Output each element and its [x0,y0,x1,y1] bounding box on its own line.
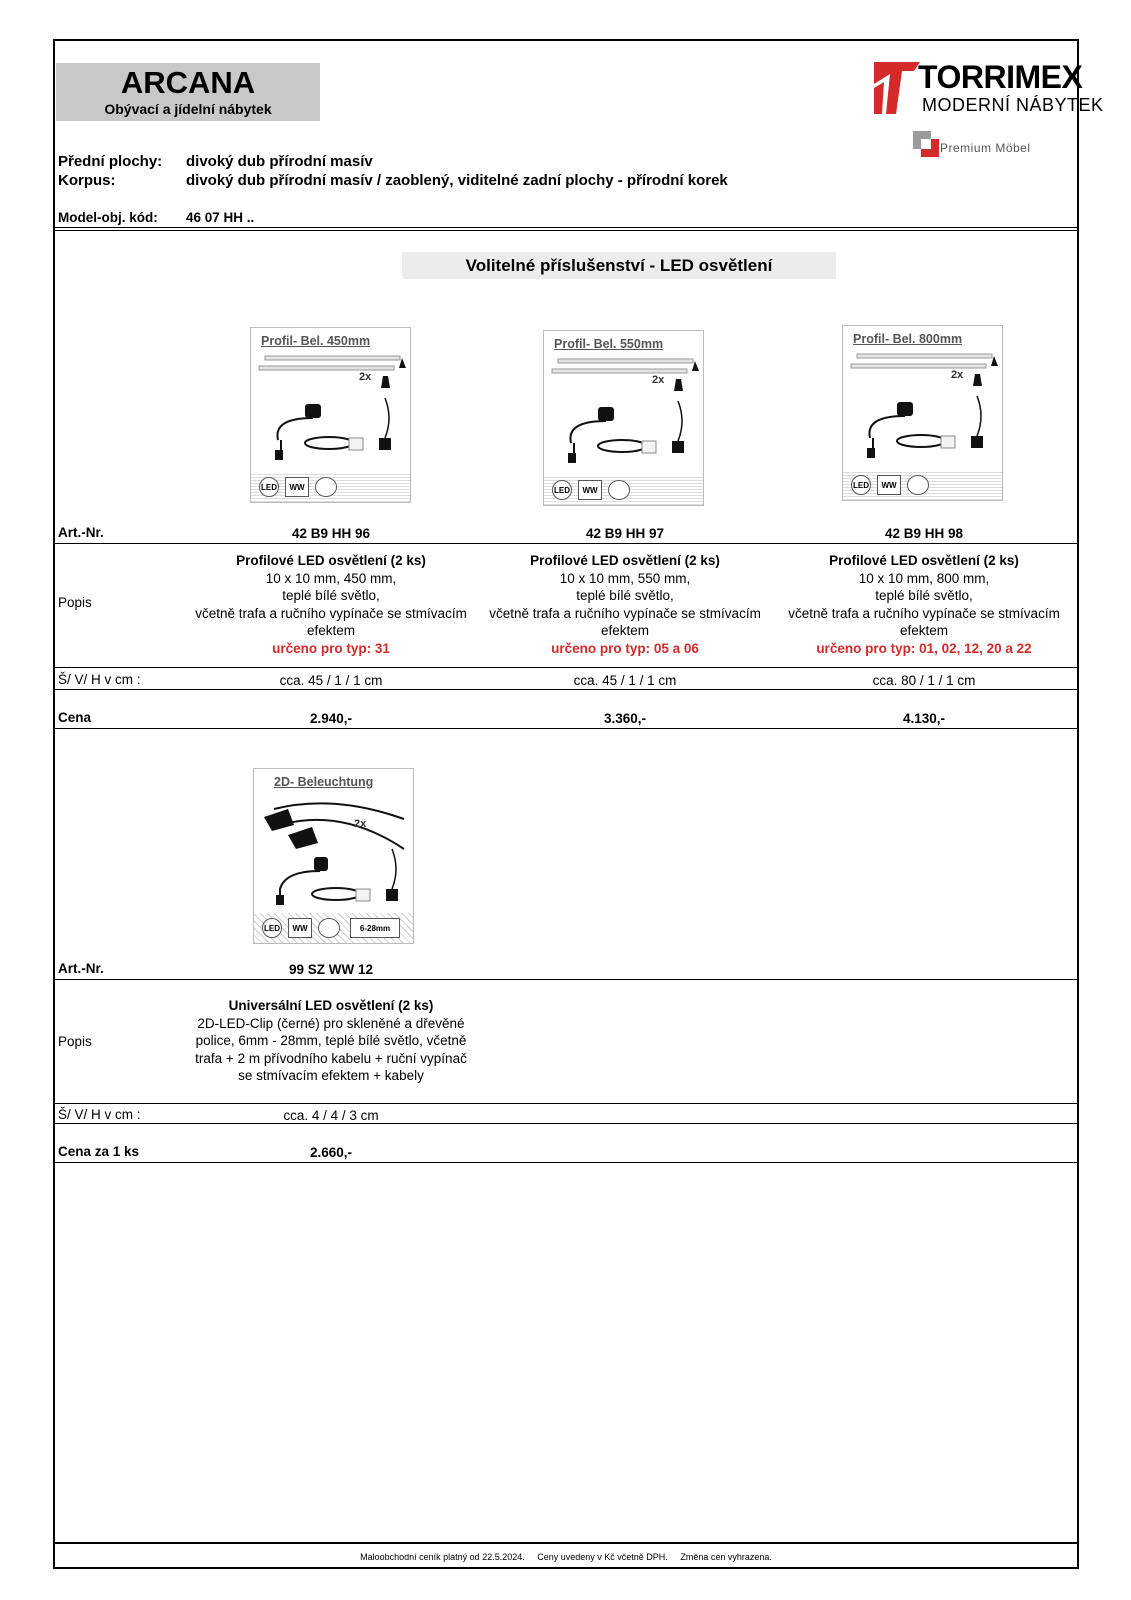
led-bulb-icon: LED [262,918,282,938]
range-icon: 6-28mm [350,918,400,938]
popis-label: Popis [58,595,92,610]
art-nr-label-2d: Art.-Nr. [58,961,104,976]
dims-2d: cca. 4 / 4 / 3 cm [283,1108,379,1123]
dims-3: cca. 80 / 1 / 1 cm [872,673,976,688]
page-subtitle: Obývací a jídelní nábytek [104,101,272,117]
art-nr-2: 42 B9 HH 97 [585,526,665,541]
price-label: Cena [58,710,92,725]
title-box [56,63,320,121]
product-image-2: Profil- Bel. 550mm 2x LED WW [543,330,704,506]
led-clip-kit-drawing [254,769,415,919]
divider [53,1542,1079,1544]
dims-2: cca. 45 / 1 / 1 cm [573,673,677,688]
price-3: 4.130,- [902,711,946,726]
description-3: Profilové LED osvětlení (2 ks) 10 x 10 mm, 800 mm, teplé bílé světlo, včetně trafa a ručního vypínače se stmívacím efektem určeno pro typ: 01, 02, 12, 20 a 22 [779,552,1069,657]
dimmer-icon [318,918,340,938]
model-value: 46 07 HH .. [186,210,255,225]
premium-text: Premium Möbel [940,141,1031,155]
section-title: Volitelné příslušenství - LED osvětlení [402,252,836,279]
divider [53,728,1079,729]
product-image-2d: 2D- Beleuchtung 2x LED WW 6-28mm [253,768,414,944]
divider [53,1123,1079,1124]
front-label: Přední plochy: [58,153,163,170]
description-2: Profilové LED osvětlení (2 ks) 10 x 10 mm, 550 mm, teplé bílé světlo, včetně trafa a ručního vypínače se stmívacím efektem určeno pro typ: 05 a 06 [480,552,770,657]
art-nr-2d: 99 SZ WW 12 [288,962,374,977]
price-per-piece-label: Cena za 1 ks [58,1144,140,1159]
svg-text:2x: 2x [951,369,964,381]
svg-text:2x: 2x [359,371,372,383]
logo-text: TORRIMEX [918,59,1083,95]
model-label: Model-obj. kód: [58,210,158,225]
divider [53,230,1079,231]
body-value: divoký dub přírodní masív / zaoblený, viditelné zadní plochy - přírodní korek [186,172,728,189]
logo-subtitle: MODERNÍ NÁBYTEK [922,95,1104,115]
led-kit-drawing [843,326,1004,476]
page-title: ARCANA [120,65,256,100]
divider [53,1162,1079,1163]
description-2d: Universální LED osvětlení (2 ks) 2D-LED-Clip (černé) pro skleněné a dřevěné police, 6mm - 28mm, teplé bílé světlo, včetně trafa + 2 m přívodního kabelu + ruční vypínač se stmívacím efektem + kabely [195,998,467,1083]
art-nr-label: Art.-Nr. [58,525,104,540]
led-kit-drawing [251,328,412,478]
svg-text:2x: 2x [354,818,367,830]
product-image-1: Profil- Bel. 450mm 2x LED WW [250,327,411,503]
led-kit-drawing [544,331,705,481]
warm-white-icon: WW [578,480,602,500]
price-1: 2.940,- [309,711,353,726]
divider [53,667,1079,668]
led-bulb-icon: LED [259,477,279,497]
svg-text:2x: 2x [652,374,665,386]
type-note: určeno pro typ: 05 a 06 [551,640,699,656]
body-label: Korpus: [58,172,116,189]
type-note: určeno pro typ: 01, 02, 12, 20 a 22 [816,640,1032,656]
art-nr-1: 42 B9 HH 96 [291,526,371,541]
dimmer-icon [608,480,630,500]
divider [53,1103,1079,1104]
dimmer-icon [907,475,929,495]
led-bulb-icon: LED [851,475,871,495]
description-1: Profilové LED osvětlení (2 ks) 10 x 10 mm, 450 mm, teplé bílé světlo, včetně trafa a ručního vypínače se stmívacím efektem určeno pro typ: 31 [186,552,476,657]
led-bulb-icon: LED [552,480,572,500]
type-note: určeno pro typ: 31 [272,640,390,656]
price-2: 3.360,- [603,711,647,726]
divider [53,227,1079,228]
art-nr-3: 42 B9 HH 98 [884,526,964,541]
dims-label-2d: Š/ V/ H v cm : [58,1107,141,1122]
warm-white-icon: WW [285,477,309,497]
dims-1: cca. 45 / 1 / 1 cm [279,673,383,688]
divider [53,543,1079,544]
divider [53,979,1079,980]
price-2d: 2.660,- [309,1145,353,1160]
product-image-3: Profil- Bel. 800mm 2x LED WW [842,325,1003,501]
front-value: divoký dub přírodní masív [186,153,373,170]
dims-label: Š/ V/ H v cm : [58,672,141,687]
footer-note: Maloobchodní ceník platný od 22.5.2024. Ceny uvedeny v Kč včetně DPH. Změna cen vyhrazena. [360,1552,772,1562]
divider [53,689,1079,690]
popis-label-2d: Popis [58,1034,92,1049]
torrimex-logo-icon [874,62,920,114]
dimmer-icon [315,477,337,497]
warm-white-icon: WW [877,475,901,495]
premium-logo-icon [913,131,939,157]
warm-white-icon: WW [288,918,312,938]
